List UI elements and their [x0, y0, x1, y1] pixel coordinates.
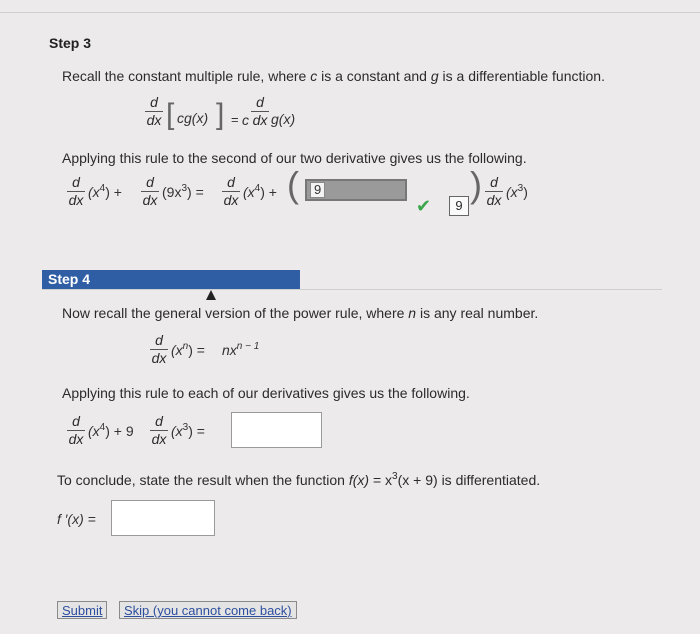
constant-answer-input[interactable] — [305, 179, 407, 201]
rule-constant: c — [242, 112, 249, 128]
term-x3-eq: $(x^3)$ = — [171, 422, 205, 439]
derivatives-answer-input[interactable] — [231, 412, 322, 448]
derivative-operator: d dx — [151, 413, 167, 447]
checkmark-icon: ✔ — [416, 196, 432, 216]
conclude-eq: = x — [369, 472, 393, 488]
term-9x3: $(9x^3)$ = — [162, 183, 204, 200]
rule-rhs: g(x) — [271, 111, 296, 127]
term-x3: $(x^3)$ — [506, 183, 528, 200]
derivative-operator: d dx — [252, 94, 268, 128]
power-rule-rhs: $nx^{n - 1}$ — [222, 341, 260, 358]
term-x4: $(x^4)$ + — [88, 183, 122, 200]
derivative-operator: d dx — [68, 413, 84, 447]
intro-text-end: is a differentiable function. — [438, 68, 605, 84]
answer-value: 9 — [310, 182, 325, 198]
step4-divider — [42, 289, 662, 290]
rule-lhs: cg(x) — [177, 110, 209, 126]
conclude-exp: 3 — [392, 471, 398, 482]
derivative-operator: d dx — [486, 174, 502, 208]
step3-apply-text: Applying this rule to the second of our two derivative gives us the following. — [62, 150, 527, 166]
top-divider — [0, 12, 700, 13]
close-paren: ) — [470, 164, 482, 205]
submit-button[interactable]: Submit — [57, 601, 107, 619]
power-rule-lhs: $(x^n)$ = — [171, 341, 205, 358]
power-rule-text — [62, 305, 538, 321]
fprime-label: f ′(x) = — [57, 511, 96, 527]
answer-preview-box: 9 — [449, 196, 469, 216]
mouse-cursor-icon — [206, 290, 216, 300]
power-text-end: is any real number. — [416, 305, 539, 321]
conclude-function: f(x) — [348, 472, 370, 488]
conclude-end: (x + 9) is differentiated. — [397, 472, 541, 488]
intro-text-mid: is a constant and — [317, 68, 431, 84]
derivative-operator: d dx — [142, 174, 158, 208]
fprime-answer-input[interactable] — [111, 500, 215, 536]
term-x4-plus-9: $(x^4) + 9$ — [88, 422, 134, 439]
step4-title: Step 4 — [48, 271, 91, 287]
right-bracket: ] — [216, 98, 225, 131]
step3-title: Step 3 — [49, 35, 92, 51]
power-text-start: Now recall the general version of the power rule, where — [62, 305, 409, 321]
derivative-operator: d dx — [223, 174, 239, 208]
derivative-operator: d dx — [68, 174, 84, 208]
conclude-start: To conclude, state the result when the function — [57, 472, 349, 488]
term-x4-rhs: $(x^4)$ + — [243, 183, 277, 200]
intro-var-c: c — [310, 68, 318, 84]
intro-var-g: g — [430, 68, 439, 84]
derivative-operator: d dx — [146, 94, 162, 128]
left-bracket: [ — [166, 98, 175, 131]
intro-text: Recall the constant multiple rule, where — [62, 68, 311, 84]
step3-intro — [62, 68, 605, 84]
skip-button[interactable]: Skip (you cannot come back) — [119, 601, 297, 619]
open-paren: ( — [287, 164, 299, 205]
rule-equals: = — [231, 112, 239, 127]
power-var-n: n — [408, 305, 417, 321]
step4-apply-text: Applying this rule to each of our derivatives gives us the following. — [62, 385, 470, 401]
conclude-text — [57, 472, 540, 488]
derivative-operator: d dx — [151, 332, 167, 366]
